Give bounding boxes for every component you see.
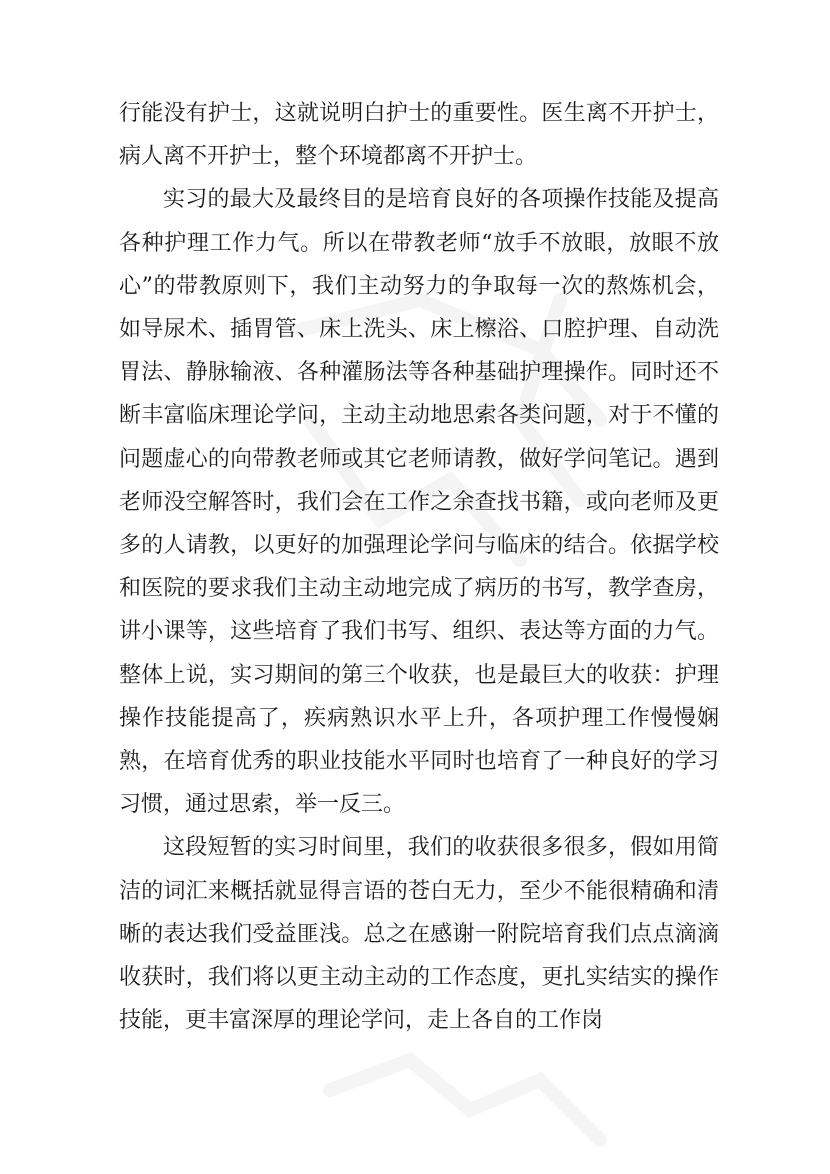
document-body	[119, 92, 719, 1042]
paragraph-3: 这段短暂的实习时间里，我们的收获很多很多，假如用简洁的词汇来概括就显得言语的苍白无力，至少不能很精确和清晰的表达我们受益匪浅。总之在感谢一附院培育我们点点滴滴收获时，我们将以更主动主动的工作态度，更扎实结实的操作技能，更丰富深厚的理论学问，走上各自的工作岗	[119, 835, 719, 1034]
paragraph-1: 行能没有护士，这就说明白护士的重要性。医生离不开护士，病人离不开护士，整个环境都离不开护士。	[119, 101, 719, 170]
paragraph-2: 实习的最大及最终目的是培育良好的各项操作技能及提高各种护理工作力气。所以在带教老师“放手不放眼，放眼不放心”的带教原则下，我们主动努力的争取每一次的熬炼机会，如导尿术、插胃管、床上洗头、床上檫浴、口腔护理、自动洗胃法、静脉输液、各种灌肠法等各种基础护理操作。同时还不断丰富临床理论学问，主动主动地思索各类问题，对于不懂的问题虚心的向带教老师或其它老师请教，做好学问笔记。遇到老师没空解答时，我们会在工作之余查找书籍，或向老师及更多的人请教，以更好的加强理论学问与临床的结合。依据学校和医院的要求我们主动主动地完成了病历的书写，教学查房，讲小课等，这些培育了我们书写、组织、表达等方面的力气。整体上说，实习期间的第三个收获，也是最巨大的收获：护理操作技能提高了，疾病熟识水平上升，各项护理工作慢慢娴熟，在培育优秀的职业技能水平同时也培育了一种良好的学习习惯，通过思索，举一反三。	[119, 187, 719, 818]
